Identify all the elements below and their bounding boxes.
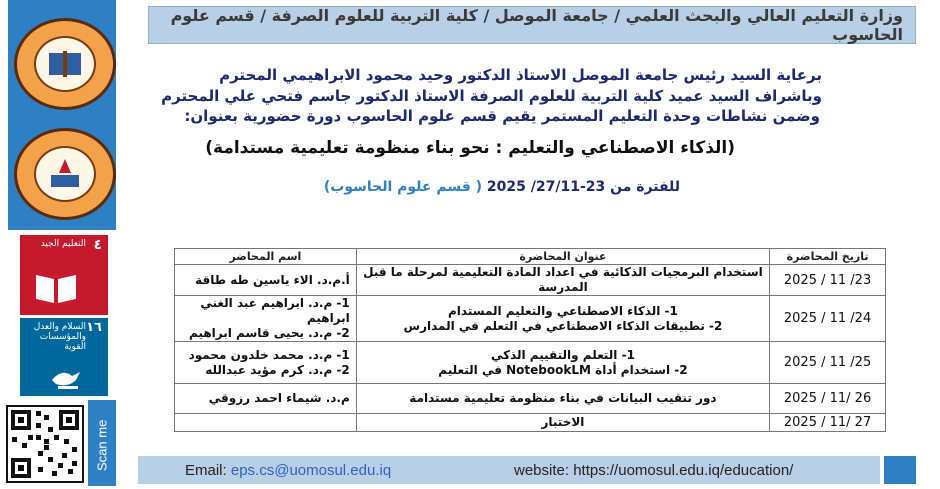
lecturer-name-line: م.د. شيماء احمد رزوقي bbox=[208, 391, 350, 405]
scan-me-label: Scan me bbox=[94, 419, 110, 471]
email-label: Email: bbox=[185, 462, 227, 479]
lecture-date: 2025 / 11/ 27 bbox=[770, 414, 886, 432]
header-lecturer: اسم المحاضر bbox=[175, 249, 357, 265]
sdg16-label: السلام والعدل والمؤسسات القوية bbox=[33, 322, 86, 352]
website-label: website: bbox=[514, 462, 570, 479]
lecture-title bbox=[356, 384, 769, 414]
table-row bbox=[175, 296, 886, 342]
lecture-title bbox=[356, 342, 769, 384]
header-title: وزارة التعليم العالي والبحث العلمي / جامعة الموصل / كلية التربية للعلوم الصرفة / قسم علوم الحاسوب bbox=[170, 6, 903, 44]
lecture-date: 2025 / 11 /24 bbox=[770, 296, 886, 342]
torch-icon bbox=[45, 157, 85, 191]
qr-code[interactable] bbox=[6, 405, 84, 483]
lecturer-name bbox=[175, 265, 357, 296]
lecturer-name-line: 2- م.د. كرم مؤيد عبدالله bbox=[205, 362, 350, 377]
lecture-title-line: 2- استخدام أداة NotebookLM في التعليم bbox=[438, 362, 688, 377]
course-period bbox=[324, 179, 680, 195]
lecture-title-line: 2- تطبيقات الذكاء الاصطناعي في التعلم في المدارس bbox=[403, 318, 723, 333]
sdg16-number: ١٦ bbox=[86, 320, 102, 335]
table-body bbox=[175, 265, 886, 432]
sdg16-badge bbox=[20, 318, 108, 396]
header-date: تاريخ المحاضرة bbox=[770, 249, 886, 265]
college-logo bbox=[14, 128, 116, 220]
sdg4-label: التعليم الجيد bbox=[40, 239, 86, 249]
lecturer-name bbox=[175, 384, 357, 414]
website-link[interactable]: https://uomosul.edu.iq/education/ bbox=[573, 462, 794, 479]
table-row bbox=[175, 342, 886, 384]
lecture-title bbox=[356, 414, 769, 432]
lecturer-name-line: 1- م.د. محمد خلدون محمود bbox=[188, 347, 350, 362]
email-link[interactable]: eps.cs@uomosul.edu.iq bbox=[230, 462, 392, 479]
lecture-title-line: استخدام البرمجيات الذكائية في اعداد المادة التعليمية لمرحلة ما قبل المدرسة bbox=[363, 265, 763, 294]
table-row bbox=[175, 384, 886, 414]
footer-accent bbox=[884, 456, 916, 484]
sidebar bbox=[0, 0, 128, 489]
lecture-date: 2025 / 11 /23 bbox=[770, 265, 886, 296]
period-dates: للفترة من 23-27/11/ 2025 bbox=[486, 179, 680, 195]
lecturer-name bbox=[175, 342, 357, 384]
sdg4-number: ٤ bbox=[93, 237, 102, 253]
book-icon bbox=[45, 47, 85, 81]
table-row bbox=[175, 414, 886, 432]
course-title: (الذكاء الاصطناعي والتعليم : نحو بناء منظومة تعليمية مستدامة) bbox=[205, 138, 735, 158]
lecturer-name-line: أ.م.د. الاء ياسين طه طاقة bbox=[195, 272, 350, 287]
lecture-title-line: دور تنقيب البيانات في بناء منظومة تعليمية مستدامة bbox=[409, 391, 717, 405]
lecture-title-line: 1- التعلم والتقييم الذكي bbox=[490, 347, 635, 362]
lecture-title-line: 1- الذكاء الاصطناعي والتعليم المستدام bbox=[448, 303, 678, 318]
intro-line-2: وباشراف السيد عميد كلية التربية للعلوم الصرفة الاستاذ الدكتور جاسم فتحي علي المحترم bbox=[161, 87, 822, 105]
qr-code-icon bbox=[8, 407, 82, 481]
table-header-row bbox=[175, 249, 886, 265]
lecturer-name-line: 2- م.د. يحيى قاسم ابراهيم bbox=[189, 326, 350, 340]
sdg4-badge bbox=[20, 235, 108, 315]
dove-gavel-icon bbox=[48, 366, 84, 390]
intro-line-3: وضمن نشاطات وحدة التعليم المستمر يقيم قسم علوم الحاسوب دورة حضورية بعنوان: bbox=[184, 107, 820, 125]
lecturer-name bbox=[175, 296, 357, 342]
header-banner bbox=[148, 6, 916, 44]
footer-website bbox=[514, 462, 793, 479]
lecture-title bbox=[356, 265, 769, 296]
lecture-title bbox=[356, 296, 769, 342]
university-logo bbox=[14, 18, 116, 110]
schedule-table bbox=[174, 248, 886, 432]
lecture-date: 2025 / 11/ 26 bbox=[770, 384, 886, 414]
lecturer-name bbox=[175, 414, 357, 432]
footer-email bbox=[185, 462, 391, 479]
header-title: عنوان المحاضرة bbox=[356, 249, 769, 265]
lecture-title-line: الاختبار bbox=[541, 415, 585, 429]
open-book-icon bbox=[34, 269, 78, 305]
period-department: ( قسم علوم الحاسوب) bbox=[323, 179, 483, 195]
lecture-date: 2025 / 11 /25 bbox=[770, 342, 886, 384]
intro-line-1: برعاية السيد رئيس جامعة الموصل الاستاذ الدكتور وحيد محمود الابراهيمي المحترم bbox=[219, 66, 822, 84]
table-row bbox=[175, 265, 886, 296]
lecturer-name-line: 1- م.د. ابراهيم عبد الغني ابراهيم bbox=[200, 296, 350, 325]
